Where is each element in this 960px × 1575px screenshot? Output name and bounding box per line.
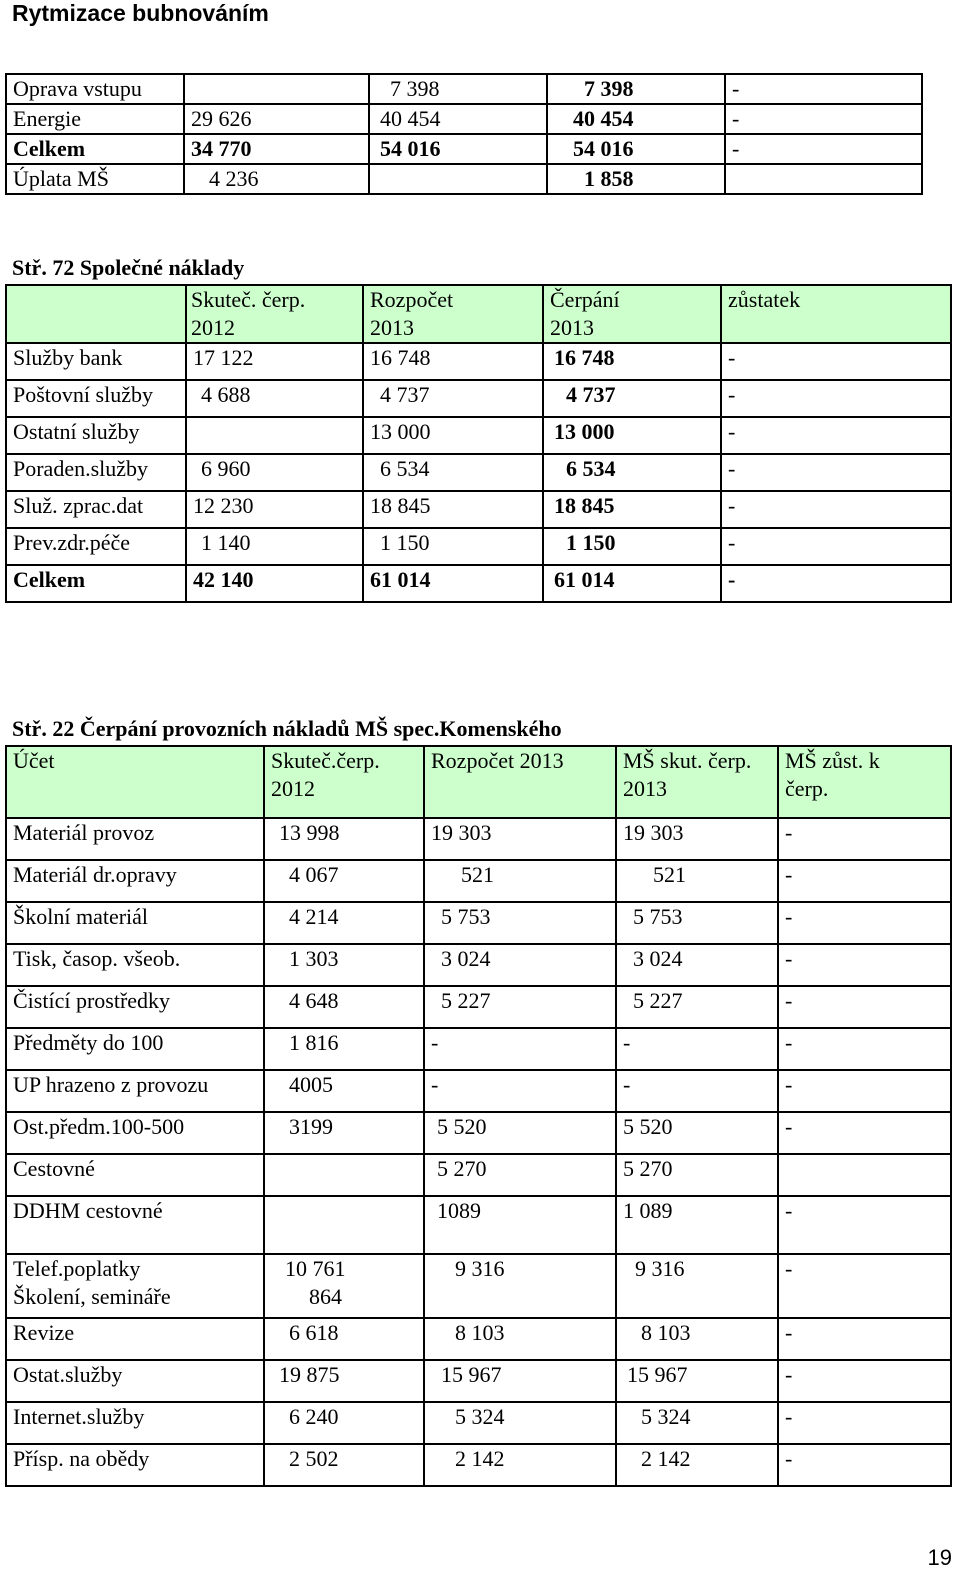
- cell-2012: 6 618: [264, 1318, 424, 1360]
- page-title: Rytmizace bubnováním: [12, 0, 269, 26]
- row-label: Energie: [6, 104, 184, 134]
- cell-2012: 42 140: [186, 565, 363, 602]
- row-label: Telef.poplatky: [6, 1254, 264, 1283]
- header-cell: MŠ zůst. k čerp.: [778, 746, 951, 818]
- cell-2012: 10 761: [264, 1254, 424, 1283]
- page-number: 19: [927, 1545, 952, 1570]
- cell-budget: 521: [424, 860, 616, 902]
- table-row: [6, 417, 951, 454]
- row-label: Úplata MŠ: [6, 164, 184, 194]
- table-row: [6, 1402, 951, 1444]
- row-label: Oprava vstupu: [6, 74, 184, 104]
- cell-budget: 9 316: [424, 1254, 616, 1283]
- cell-budget: 8 103: [424, 1318, 616, 1360]
- row-label: Tisk, časop. všeob.: [6, 944, 264, 986]
- header-cell: zůstatek: [721, 285, 951, 343]
- table-row: [6, 164, 922, 194]
- cell-budget: 1089: [424, 1196, 616, 1254]
- header-cell: Čerpání 2013: [543, 285, 721, 343]
- row-label: Předměty do 100: [6, 1028, 264, 1070]
- energy-table: [5, 73, 923, 195]
- table-row: [6, 134, 922, 164]
- cell-remaining: -: [721, 565, 951, 602]
- table-row: [6, 343, 951, 380]
- cell-remaining: -: [721, 528, 951, 565]
- cell-2012: 1 140: [186, 528, 363, 565]
- table-row: [6, 1283, 951, 1318]
- cell-2012: 4 688: [186, 380, 363, 417]
- cell-spent: -: [616, 1070, 778, 1112]
- row-label: Ostatní služby: [6, 417, 186, 454]
- cell-2012: 12 230: [186, 491, 363, 528]
- header-cell: Skuteč. čerp. 2012: [186, 285, 363, 343]
- cell-2012: 2 502: [264, 1444, 424, 1486]
- cell-2012: 6 960: [186, 454, 363, 491]
- cell-remaining: -: [725, 74, 922, 104]
- cell-budget: 5 324: [424, 1402, 616, 1444]
- cell-spent: 1 858: [547, 164, 725, 194]
- table-row: [6, 818, 951, 860]
- cell-2012: 34 770: [184, 134, 369, 164]
- table-row: [6, 1028, 951, 1070]
- cell-remaining: -: [778, 1402, 951, 1444]
- cell-budget: [424, 1283, 616, 1318]
- cell-remaining: -: [778, 1070, 951, 1112]
- cell-2012: 4 648: [264, 986, 424, 1028]
- row-label: Cestovné: [6, 1154, 264, 1196]
- row-label: DDHM cestovné: [6, 1196, 264, 1254]
- cell-spent: 16 748: [543, 343, 721, 380]
- cell-budget: 61 014: [363, 565, 543, 602]
- row-label: Materiál dr.opravy: [6, 860, 264, 902]
- table-row: [6, 944, 951, 986]
- cell-spent: 4 737: [543, 380, 721, 417]
- table-row: [6, 528, 951, 565]
- cell-spent: 5 520: [616, 1112, 778, 1154]
- cell-budget: 5 520: [424, 1112, 616, 1154]
- header-cell: Účet: [6, 746, 264, 818]
- row-label: Služ. zprac.dat: [6, 491, 186, 528]
- row-label: UP hrazeno z provozu: [6, 1070, 264, 1112]
- row-label: Prev.zdr.péče: [6, 528, 186, 565]
- cell-2012: 3199: [264, 1112, 424, 1154]
- table-row: [6, 74, 922, 104]
- table-row: [6, 1196, 951, 1254]
- cell-spent: 40 454: [547, 104, 725, 134]
- cell-spent: 13 000: [543, 417, 721, 454]
- row-label: Materiál provoz: [6, 818, 264, 860]
- cell-budget: 6 534: [363, 454, 543, 491]
- table-row: [6, 491, 951, 528]
- cell-spent: 54 016: [547, 134, 725, 164]
- cell-2012: [186, 417, 363, 454]
- table-row: [6, 1154, 951, 1196]
- row-label: Ostat.služby: [6, 1360, 264, 1402]
- cell-spent: 2 142: [616, 1444, 778, 1486]
- table-row: [6, 454, 951, 491]
- table-row: [6, 1318, 951, 1360]
- cell-budget: 19 303: [424, 818, 616, 860]
- cell-budget: 5 227: [424, 986, 616, 1028]
- cell-remaining: -: [778, 818, 951, 860]
- cell-2012: [264, 1154, 424, 1196]
- cell-budget: 1 150: [363, 528, 543, 565]
- cell-remaining: [725, 164, 922, 194]
- row-label: Školní materiál: [6, 902, 264, 944]
- cell-budget: -: [424, 1028, 616, 1070]
- table-row: [6, 902, 951, 944]
- cell-2012: 4005: [264, 1070, 424, 1112]
- header-cell: [6, 285, 186, 343]
- table-row: [6, 986, 951, 1028]
- row-label: Přísp. na obědy: [6, 1444, 264, 1486]
- cell-2012: 19 875: [264, 1360, 424, 1402]
- cell-remaining: -: [778, 1254, 951, 1283]
- cell-remaining: -: [778, 1112, 951, 1154]
- row-label: Školení, semináře: [6, 1283, 264, 1318]
- table-row: [6, 860, 951, 902]
- cell-spent: 5 227: [616, 986, 778, 1028]
- section-title: Stř. 22 Čerpání provozních nákladů MŠ spec.Komenského: [12, 716, 562, 741]
- operating-costs-table: [5, 745, 952, 1487]
- cell-spent: 6 534: [543, 454, 721, 491]
- cell-2012: 4 067: [264, 860, 424, 902]
- cell-remaining: -: [778, 944, 951, 986]
- cell-remaining: -: [778, 1196, 951, 1254]
- table-header-row: [6, 746, 951, 818]
- cell-budget: [369, 164, 547, 194]
- cell-budget: 5 270: [424, 1154, 616, 1196]
- cell-spent: 5 324: [616, 1402, 778, 1444]
- cell-remaining: -: [721, 454, 951, 491]
- cell-spent: 3 024: [616, 944, 778, 986]
- cell-budget: 3 024: [424, 944, 616, 986]
- cell-2012: 864: [264, 1283, 424, 1318]
- table-row: [6, 1254, 951, 1283]
- header-cell: Rozpočet 2013: [363, 285, 543, 343]
- cell-budget: 54 016: [369, 134, 547, 164]
- header-cell: Rozpočet 2013: [424, 746, 616, 818]
- table-row: [6, 565, 951, 602]
- cell-budget: 13 000: [363, 417, 543, 454]
- cell-spent: [616, 1283, 778, 1318]
- cell-remaining: -: [778, 860, 951, 902]
- cell-spent: 9 316: [616, 1254, 778, 1283]
- cell-spent: 1 150: [543, 528, 721, 565]
- cell-budget: 7 398: [369, 74, 547, 104]
- cell-spent: 15 967: [616, 1360, 778, 1402]
- cell-spent: 19 303: [616, 818, 778, 860]
- cell-budget: 15 967: [424, 1360, 616, 1402]
- common-costs-table: [5, 284, 952, 603]
- cell-2012: 13 998: [264, 818, 424, 860]
- header-cell: Skuteč.čerp. 2012: [264, 746, 424, 818]
- table-row: [6, 1070, 951, 1112]
- cell-remaining: -: [778, 986, 951, 1028]
- header-cell: MŠ skut. čerp. 2013: [616, 746, 778, 818]
- table-row: [6, 1112, 951, 1154]
- cell-budget: -: [424, 1070, 616, 1112]
- section-title: Stř. 72 Společné náklady: [12, 255, 245, 280]
- cell-2012: 4 214: [264, 902, 424, 944]
- cell-2012: 4 236: [184, 164, 369, 194]
- table-header-row: [6, 285, 951, 343]
- cell-2012: 29 626: [184, 104, 369, 134]
- cell-remaining: -: [721, 417, 951, 454]
- table-row: [6, 380, 951, 417]
- cell-spent: -: [616, 1028, 778, 1070]
- row-label: Poštovní služby: [6, 380, 186, 417]
- cell-2012: [264, 1196, 424, 1254]
- cell-spent: 521: [616, 860, 778, 902]
- cell-remaining: -: [721, 343, 951, 380]
- cell-spent: 5 753: [616, 902, 778, 944]
- cell-spent: 5 270: [616, 1154, 778, 1196]
- cell-spent: 1 089: [616, 1196, 778, 1254]
- cell-spent: 7 398: [547, 74, 725, 104]
- cell-budget: 2 142: [424, 1444, 616, 1486]
- row-label: Poraden.služby: [6, 454, 186, 491]
- cell-remaining: -: [778, 1318, 951, 1360]
- cell-remaining: -: [778, 1028, 951, 1070]
- table-row: [6, 1360, 951, 1402]
- cell-remaining: -: [778, 1360, 951, 1402]
- cell-2012: 17 122: [186, 343, 363, 380]
- cell-remaining: [778, 1283, 951, 1318]
- cell-2012: 1 303: [264, 944, 424, 986]
- cell-remaining: -: [778, 902, 951, 944]
- cell-spent: 18 845: [543, 491, 721, 528]
- cell-remaining: [778, 1154, 951, 1196]
- table-row: [6, 1444, 951, 1486]
- cell-budget: 4 737: [363, 380, 543, 417]
- cell-2012: 6 240: [264, 1402, 424, 1444]
- cell-budget: 18 845: [363, 491, 543, 528]
- row-label: Revize: [6, 1318, 264, 1360]
- cell-remaining: -: [721, 491, 951, 528]
- cell-remaining: -: [721, 380, 951, 417]
- cell-budget: 16 748: [363, 343, 543, 380]
- cell-remaining: -: [778, 1444, 951, 1486]
- cell-spent: 61 014: [543, 565, 721, 602]
- row-label: Celkem: [6, 134, 184, 164]
- cell-budget: 40 454: [369, 104, 547, 134]
- row-label: Služby bank: [6, 343, 186, 380]
- cell-spent: 8 103: [616, 1318, 778, 1360]
- cell-remaining: -: [725, 104, 922, 134]
- table-row: [6, 104, 922, 134]
- cell-budget: 5 753: [424, 902, 616, 944]
- row-label: Internet.služby: [6, 1402, 264, 1444]
- cell-remaining: -: [725, 134, 922, 164]
- cell-2012: [184, 74, 369, 104]
- row-label: Celkem: [6, 565, 186, 602]
- row-label: Čistící prostředky: [6, 986, 264, 1028]
- cell-2012: 1 816: [264, 1028, 424, 1070]
- row-label: Ost.předm.100-500: [6, 1112, 264, 1154]
